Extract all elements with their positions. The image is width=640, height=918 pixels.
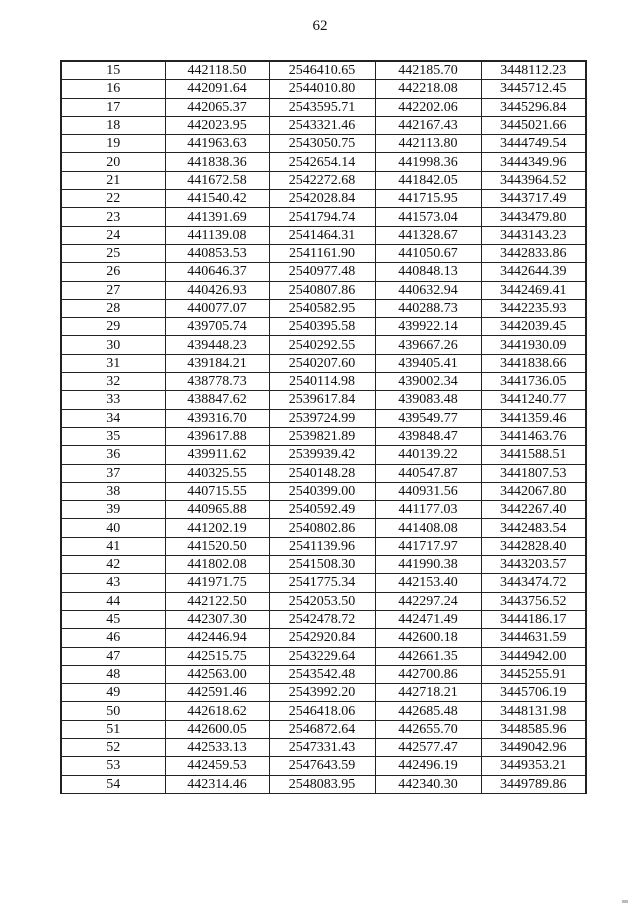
point-number-cell: 38 xyxy=(61,482,165,500)
point-number-cell: 44 xyxy=(61,592,165,610)
coord-1-cell: 439316.70 xyxy=(165,409,269,427)
coord-3-cell: 439922.14 xyxy=(375,318,481,336)
point-number-cell: 24 xyxy=(61,226,165,244)
coord-3-cell: 442577.47 xyxy=(375,738,481,756)
coord-1-cell: 441802.08 xyxy=(165,556,269,574)
point-number-cell: 15 xyxy=(61,61,165,80)
coord-2-cell: 2542478.72 xyxy=(269,610,375,628)
coord-4-cell: 3443964.52 xyxy=(481,171,586,189)
coord-1-cell: 440853.53 xyxy=(165,244,269,262)
coord-2-cell: 2540977.48 xyxy=(269,263,375,281)
coord-3-cell: 442685.48 xyxy=(375,702,481,720)
coord-3-cell: 440931.56 xyxy=(375,482,481,500)
coord-4-cell: 3442067.80 xyxy=(481,482,586,500)
coord-3-cell: 442218.08 xyxy=(375,80,481,98)
coord-3-cell: 440139.22 xyxy=(375,446,481,464)
coord-4-cell: 3444942.00 xyxy=(481,647,586,665)
point-number-cell: 21 xyxy=(61,171,165,189)
table-row xyxy=(61,80,586,98)
coord-3-cell: 442496.19 xyxy=(375,757,481,775)
table-row xyxy=(61,482,586,500)
coord-4-cell: 3444349.96 xyxy=(481,153,586,171)
coord-1-cell: 442618.62 xyxy=(165,702,269,720)
coord-2-cell: 2547643.59 xyxy=(269,757,375,775)
coord-4-cell: 3442644.39 xyxy=(481,263,586,281)
coord-1-cell: 442446.94 xyxy=(165,629,269,647)
coord-4-cell: 3441838.66 xyxy=(481,354,586,372)
table-row xyxy=(61,501,586,519)
coord-2-cell: 2546872.64 xyxy=(269,720,375,738)
coord-2-cell: 2543229.64 xyxy=(269,647,375,665)
coord-2-cell: 2541161.90 xyxy=(269,244,375,262)
coord-1-cell: 442563.00 xyxy=(165,665,269,683)
coord-4-cell: 3442483.54 xyxy=(481,519,586,537)
coord-4-cell: 3448112.23 xyxy=(481,61,586,80)
coord-1-cell: 441963.63 xyxy=(165,135,269,153)
coord-3-cell: 441177.03 xyxy=(375,501,481,519)
coord-4-cell: 3449789.86 xyxy=(481,775,586,793)
coord-1-cell: 440965.88 xyxy=(165,501,269,519)
coord-4-cell: 3444186.17 xyxy=(481,610,586,628)
point-number-cell: 51 xyxy=(61,720,165,738)
table-row xyxy=(61,208,586,226)
coord-1-cell: 442091.64 xyxy=(165,80,269,98)
coord-2-cell: 2541508.30 xyxy=(269,556,375,574)
coord-1-cell: 442459.53 xyxy=(165,757,269,775)
coord-3-cell: 442202.06 xyxy=(375,98,481,116)
coord-2-cell: 2543992.20 xyxy=(269,684,375,702)
table-row xyxy=(61,98,586,116)
point-number-cell: 20 xyxy=(61,153,165,171)
coord-4-cell: 3445712.45 xyxy=(481,80,586,98)
table-row xyxy=(61,373,586,391)
coord-1-cell: 439705.74 xyxy=(165,318,269,336)
coord-1-cell: 441540.42 xyxy=(165,190,269,208)
coord-1-cell: 439448.23 xyxy=(165,336,269,354)
coord-1-cell: 442065.37 xyxy=(165,98,269,116)
coord-4-cell: 3442039.45 xyxy=(481,318,586,336)
coord-1-cell: 440646.37 xyxy=(165,263,269,281)
coord-4-cell: 3442469.41 xyxy=(481,281,586,299)
table-row xyxy=(61,354,586,372)
coord-2-cell: 2539821.89 xyxy=(269,427,375,445)
coord-2-cell: 2539724.99 xyxy=(269,409,375,427)
coord-2-cell: 2548083.95 xyxy=(269,775,375,793)
table-row xyxy=(61,135,586,153)
coord-2-cell: 2541775.34 xyxy=(269,574,375,592)
coord-3-cell: 439667.26 xyxy=(375,336,481,354)
coord-3-cell: 442113.80 xyxy=(375,135,481,153)
coord-4-cell: 3445021.66 xyxy=(481,116,586,134)
table-row xyxy=(61,665,586,683)
point-number-cell: 19 xyxy=(61,135,165,153)
table-row xyxy=(61,263,586,281)
coord-2-cell: 2540292.55 xyxy=(269,336,375,354)
coord-4-cell: 3449353.21 xyxy=(481,757,586,775)
point-number-cell: 47 xyxy=(61,647,165,665)
coord-2-cell: 2540207.60 xyxy=(269,354,375,372)
coord-3-cell: 442661.35 xyxy=(375,647,481,665)
point-number-cell: 32 xyxy=(61,373,165,391)
coord-1-cell: 442122.50 xyxy=(165,592,269,610)
coord-2-cell: 2543050.75 xyxy=(269,135,375,153)
table-row xyxy=(61,116,586,134)
coord-2-cell: 2539617.84 xyxy=(269,391,375,409)
coord-4-cell: 3445255.91 xyxy=(481,665,586,683)
table-row xyxy=(61,629,586,647)
coord-4-cell: 3443479.80 xyxy=(481,208,586,226)
coord-1-cell: 442515.75 xyxy=(165,647,269,665)
table-row xyxy=(61,409,586,427)
point-number-cell: 34 xyxy=(61,409,165,427)
point-number-cell: 46 xyxy=(61,629,165,647)
coord-2-cell: 2540114.98 xyxy=(269,373,375,391)
coord-3-cell: 441408.08 xyxy=(375,519,481,537)
coord-3-cell: 439549.77 xyxy=(375,409,481,427)
point-number-cell: 16 xyxy=(61,80,165,98)
point-number-cell: 52 xyxy=(61,738,165,756)
coord-1-cell: 442600.05 xyxy=(165,720,269,738)
point-number-cell: 54 xyxy=(61,775,165,793)
coord-3-cell: 439848.47 xyxy=(375,427,481,445)
coord-3-cell: 439002.34 xyxy=(375,373,481,391)
point-number-cell: 33 xyxy=(61,391,165,409)
coord-2-cell: 2541139.96 xyxy=(269,537,375,555)
coord-3-cell: 442340.30 xyxy=(375,775,481,793)
coordinates-table xyxy=(60,60,587,794)
coord-4-cell: 3441463.76 xyxy=(481,427,586,445)
coord-3-cell: 442600.18 xyxy=(375,629,481,647)
coord-2-cell: 2542053.50 xyxy=(269,592,375,610)
coordinates-table-body xyxy=(61,61,586,793)
point-number-cell: 37 xyxy=(61,464,165,482)
coord-1-cell: 441672.58 xyxy=(165,171,269,189)
point-number-cell: 27 xyxy=(61,281,165,299)
table-row xyxy=(61,592,586,610)
table-row xyxy=(61,720,586,738)
coord-4-cell: 3441807.53 xyxy=(481,464,586,482)
coord-1-cell: 442591.46 xyxy=(165,684,269,702)
table-row xyxy=(61,757,586,775)
point-number-cell: 22 xyxy=(61,190,165,208)
coord-1-cell: 438778.73 xyxy=(165,373,269,391)
table-row xyxy=(61,775,586,793)
coord-3-cell: 441717.97 xyxy=(375,537,481,555)
point-number-cell: 23 xyxy=(61,208,165,226)
point-number-cell: 30 xyxy=(61,336,165,354)
coord-1-cell: 442023.95 xyxy=(165,116,269,134)
coord-1-cell: 441520.50 xyxy=(165,537,269,555)
table-row xyxy=(61,556,586,574)
coord-4-cell: 3441240.77 xyxy=(481,391,586,409)
point-number-cell: 29 xyxy=(61,318,165,336)
coord-1-cell: 439911.62 xyxy=(165,446,269,464)
scan-mark xyxy=(622,900,628,903)
table-row xyxy=(61,519,586,537)
point-number-cell: 18 xyxy=(61,116,165,134)
point-number-cell: 53 xyxy=(61,757,165,775)
coord-2-cell: 2540399.00 xyxy=(269,482,375,500)
table-row xyxy=(61,190,586,208)
table-row xyxy=(61,153,586,171)
coord-1-cell: 442314.46 xyxy=(165,775,269,793)
coord-4-cell: 3448585.96 xyxy=(481,720,586,738)
coord-3-cell: 441328.67 xyxy=(375,226,481,244)
coord-1-cell: 442307.30 xyxy=(165,610,269,628)
coord-4-cell: 3443756.52 xyxy=(481,592,586,610)
coord-3-cell: 442297.24 xyxy=(375,592,481,610)
coord-4-cell: 3443717.49 xyxy=(481,190,586,208)
coord-2-cell: 2541464.31 xyxy=(269,226,375,244)
point-number-cell: 26 xyxy=(61,263,165,281)
table-row xyxy=(61,299,586,317)
point-number-cell: 43 xyxy=(61,574,165,592)
coord-4-cell: 3441588.51 xyxy=(481,446,586,464)
coord-3-cell: 442700.86 xyxy=(375,665,481,683)
coord-1-cell: 440325.55 xyxy=(165,464,269,482)
coord-2-cell: 2542272.68 xyxy=(269,171,375,189)
table-row xyxy=(61,171,586,189)
coord-2-cell: 2543321.46 xyxy=(269,116,375,134)
coord-4-cell: 3445296.84 xyxy=(481,98,586,116)
coord-4-cell: 3441930.09 xyxy=(481,336,586,354)
table-row xyxy=(61,391,586,409)
coord-4-cell: 3442833.86 xyxy=(481,244,586,262)
coord-4-cell: 3443203.57 xyxy=(481,556,586,574)
coord-2-cell: 2541794.74 xyxy=(269,208,375,226)
coord-1-cell: 441139.08 xyxy=(165,226,269,244)
coord-3-cell: 442718.21 xyxy=(375,684,481,702)
coord-2-cell: 2543542.48 xyxy=(269,665,375,683)
coord-2-cell: 2540582.95 xyxy=(269,299,375,317)
coord-2-cell: 2542028.84 xyxy=(269,190,375,208)
coord-2-cell: 2539939.42 xyxy=(269,446,375,464)
coord-3-cell: 441573.04 xyxy=(375,208,481,226)
table-row xyxy=(61,446,586,464)
coord-1-cell: 441391.69 xyxy=(165,208,269,226)
point-number-cell: 48 xyxy=(61,665,165,683)
coord-1-cell: 440715.55 xyxy=(165,482,269,500)
coord-2-cell: 2540395.58 xyxy=(269,318,375,336)
coord-1-cell: 441838.36 xyxy=(165,153,269,171)
coord-1-cell: 438847.62 xyxy=(165,391,269,409)
table-row xyxy=(61,610,586,628)
coord-3-cell: 440632.94 xyxy=(375,281,481,299)
coord-4-cell: 3444749.54 xyxy=(481,135,586,153)
coord-3-cell: 442655.70 xyxy=(375,720,481,738)
coord-2-cell: 2540802.86 xyxy=(269,519,375,537)
table-row xyxy=(61,61,586,80)
coord-3-cell: 441998.36 xyxy=(375,153,481,171)
coord-1-cell: 441971.75 xyxy=(165,574,269,592)
coord-2-cell: 2540148.28 xyxy=(269,464,375,482)
coord-3-cell: 441715.95 xyxy=(375,190,481,208)
coord-2-cell: 2544010.80 xyxy=(269,80,375,98)
point-number-cell: 41 xyxy=(61,537,165,555)
coord-3-cell: 439083.48 xyxy=(375,391,481,409)
coord-1-cell: 439617.88 xyxy=(165,427,269,445)
point-number-cell: 50 xyxy=(61,702,165,720)
table-row xyxy=(61,738,586,756)
point-number-cell: 40 xyxy=(61,519,165,537)
coord-2-cell: 2542920.84 xyxy=(269,629,375,647)
point-number-cell: 35 xyxy=(61,427,165,445)
coord-3-cell: 439405.41 xyxy=(375,354,481,372)
coord-3-cell: 440288.73 xyxy=(375,299,481,317)
table-row xyxy=(61,318,586,336)
point-number-cell: 39 xyxy=(61,501,165,519)
table-row xyxy=(61,464,586,482)
coord-2-cell: 2546410.65 xyxy=(269,61,375,80)
point-number-cell: 31 xyxy=(61,354,165,372)
coord-3-cell: 440547.87 xyxy=(375,464,481,482)
coord-1-cell: 442533.13 xyxy=(165,738,269,756)
coord-3-cell: 442471.49 xyxy=(375,610,481,628)
table-row xyxy=(61,427,586,445)
point-number-cell: 36 xyxy=(61,446,165,464)
point-number-cell: 17 xyxy=(61,98,165,116)
point-number-cell: 45 xyxy=(61,610,165,628)
coord-3-cell: 440848.13 xyxy=(375,263,481,281)
coord-4-cell: 3444631.59 xyxy=(481,629,586,647)
table-row xyxy=(61,281,586,299)
coord-3-cell: 442167.43 xyxy=(375,116,481,134)
table-row xyxy=(61,226,586,244)
table-row xyxy=(61,684,586,702)
coord-1-cell: 440426.93 xyxy=(165,281,269,299)
coord-4-cell: 3443474.72 xyxy=(481,574,586,592)
coord-4-cell: 3443143.23 xyxy=(481,226,586,244)
coord-1-cell: 441202.19 xyxy=(165,519,269,537)
table-row xyxy=(61,244,586,262)
coord-2-cell: 2542654.14 xyxy=(269,153,375,171)
coord-2-cell: 2543595.71 xyxy=(269,98,375,116)
point-number-cell: 42 xyxy=(61,556,165,574)
coord-3-cell: 441990.38 xyxy=(375,556,481,574)
coord-4-cell: 3441359.46 xyxy=(481,409,586,427)
coord-2-cell: 2547331.43 xyxy=(269,738,375,756)
coord-3-cell: 441050.67 xyxy=(375,244,481,262)
coord-1-cell: 442118.50 xyxy=(165,61,269,80)
table-row xyxy=(61,537,586,555)
coord-4-cell: 3448131.98 xyxy=(481,702,586,720)
page-number: 62 xyxy=(312,18,328,34)
coord-1-cell: 439184.21 xyxy=(165,354,269,372)
point-number-cell: 28 xyxy=(61,299,165,317)
table-row xyxy=(61,574,586,592)
coord-4-cell: 3441736.05 xyxy=(481,373,586,391)
coord-3-cell: 442153.40 xyxy=(375,574,481,592)
table-row xyxy=(61,336,586,354)
point-number-cell: 25 xyxy=(61,244,165,262)
coord-3-cell: 441842.05 xyxy=(375,171,481,189)
coord-4-cell: 3449042.96 xyxy=(481,738,586,756)
coord-4-cell: 3442828.40 xyxy=(481,537,586,555)
coord-2-cell: 2546418.06 xyxy=(269,702,375,720)
coord-4-cell: 3442235.93 xyxy=(481,299,586,317)
coord-2-cell: 2540592.49 xyxy=(269,501,375,519)
table-row xyxy=(61,702,586,720)
coord-2-cell: 2540807.86 xyxy=(269,281,375,299)
coord-3-cell: 442185.70 xyxy=(375,61,481,80)
coord-4-cell: 3445706.19 xyxy=(481,684,586,702)
coord-4-cell: 3442267.40 xyxy=(481,501,586,519)
coord-1-cell: 440077.07 xyxy=(165,299,269,317)
table-row xyxy=(61,647,586,665)
point-number-cell: 49 xyxy=(61,684,165,702)
